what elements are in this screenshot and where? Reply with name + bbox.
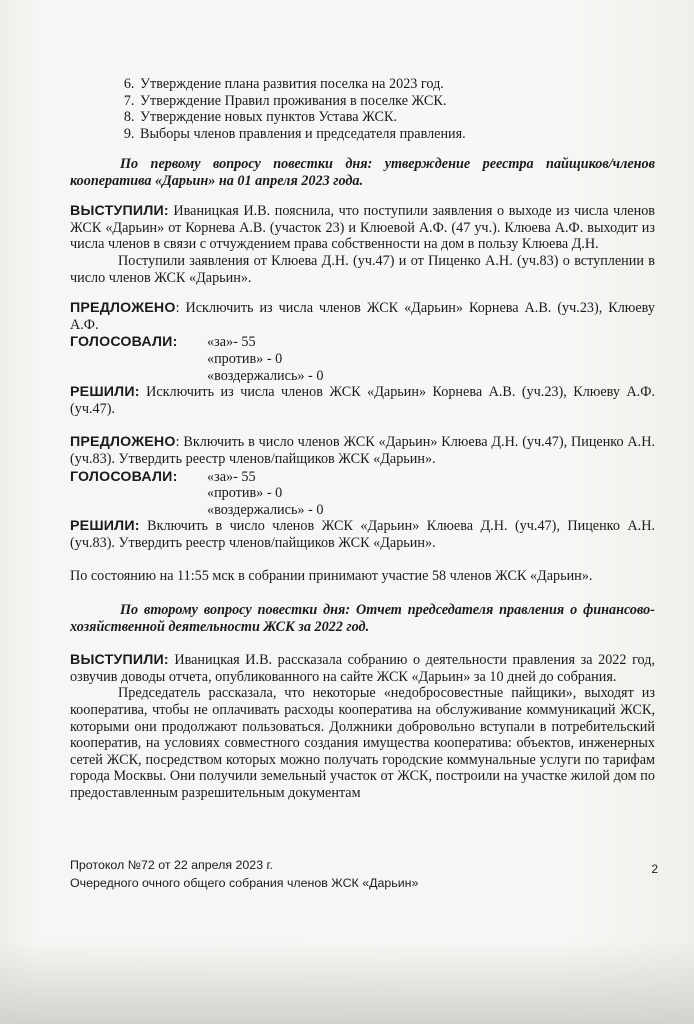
- spoke-text: Иваницкая И.В. рассказала собранию о деятельности правления за 2022 год, озвучив доводы отчета, опубликованного на сайте ЖСК «Дарьин» за 10 дней до собрания.: [70, 652, 655, 685]
- vote-against: «против» - 0: [207, 485, 283, 502]
- decided-text: Включить в число членов ЖСК «Дарьин» Клюева Д.Н. (уч.47), Пиценко А.Н. (уч.83). Утвердить реестр членов/пайщиков ЖСК «Дарьин».: [70, 518, 655, 551]
- q1-spoke-paragraph: [70, 203, 655, 253]
- page-footer: [70, 856, 655, 892]
- footer-protocol-line: Протокол №72 от 22 апреля 2023 г.: [70, 858, 273, 872]
- page-number: 2: [651, 862, 658, 876]
- spoke-label: ВЫСТУПИЛИ:: [70, 203, 169, 220]
- spoke-text: Иваницкая И.В. пояснила, что поступили заявления о выходе из числа членов ЖСК «Дарьин» от Корнева А.В. (участок 23) и Клюевой А.Ф. (47 уч.). Клюева А.Ф. выходит из числа членов в связи с отчуждением права собственности на дом в пользу Клюева Д.Н.: [70, 203, 655, 253]
- proposed-label: ПРЕДЛОЖЕНО: [70, 434, 176, 451]
- q2-spoke-paragraph: [70, 652, 655, 685]
- vote-results: [207, 469, 323, 519]
- vote-for: «за»- 55: [207, 468, 256, 485]
- q1-proposed-2: [70, 434, 655, 467]
- decided-label: РЕШИЛИ:: [70, 518, 140, 535]
- q2-body-paragraph: Председатель рассказала, что некоторые «недобросовестные пайщики», выходят из кооператива, чтобы не оплачивать расходы кооператива на обслуживание коммуникаций ЖСК, которыми они продолжают пользоваться. Должники добровольно вступали в потребительский кооператив, на условиях совместного создания имущества кооператива: объектов, инженерных сетей ЖСК, посредством которых можно получать городские коммунальные услуги по тарифам города Москвы. Они получили земельный участок от ЖСК, построили на участке жилой дом по предоставленным разрешительным документам: [70, 685, 655, 801]
- vote-for: «за»- 55: [207, 334, 256, 351]
- decided-label: РЕШИЛИ:: [70, 384, 140, 401]
- vote-abstain: «воздержались» - 0: [207, 367, 324, 384]
- spoke-label: ВЫСТУПИЛИ:: [70, 652, 169, 669]
- paper-shadow: [0, 940, 694, 1024]
- agenda-item: 9. Выборы членов правления и председателя правления.: [138, 126, 655, 143]
- agenda-item: 6. Утверждение плана развития поселка на 2023 год.: [138, 76, 655, 93]
- vote-against: «против» - 0: [207, 350, 283, 367]
- question-1-header: По первому вопросу повестки дня: утверждение реестра пайщиков/членов кооператива «Дарьин» на 01 апреля 2023 года.: [70, 156, 655, 189]
- document-body: [70, 76, 655, 802]
- agenda-item: 7. Утверждение Правил проживания в поселке ЖСК.: [138, 93, 655, 110]
- vote-block-1: [70, 334, 655, 384]
- vote-abstain: «воздержались» - 0: [207, 501, 324, 518]
- attendance-status: По состоянию на 11:55 мск в собрании принимают участие 58 членов ЖСК «Дарьин».: [70, 568, 593, 585]
- agenda-list: [70, 76, 655, 142]
- agenda-item: 8. Утверждение новых пунктов Устава ЖСК.: [138, 109, 655, 126]
- voted-label: ГОЛОСОВАЛИ:: [70, 334, 178, 351]
- proposed-text: : Включить в число членов ЖСК «Дарьин» Клюева Д.Н. (уч.47), Пиценко А.Н. (уч.83). Утвердить реестр членов/пайщиков ЖСК «Дарьин».: [70, 434, 655, 467]
- q1-spoke-paragraph-2: Поступили заявления от Клюева Д.Н. (уч.47) и от Пиценко А.Н. (уч.83) о вступлении в число членов ЖСК «Дарьин».: [70, 252, 655, 286]
- proposed-label: ПРЕДЛОЖЕНО: [70, 300, 176, 317]
- vote-block-2: [70, 469, 655, 519]
- decided-text: Исключить из числа членов ЖСК «Дарьин» Корнева А.В. (уч.23), Клюеву А.Ф. (уч.47).: [70, 384, 655, 417]
- q1-proposed-1: [70, 300, 655, 333]
- question-2-header: По второму вопросу повестки дня: Отчет председателя правления о финансово-хозяйственной деятельности ЖСК за 2022 год.: [70, 602, 655, 635]
- footer-meeting-line: Очередного очного общего собрания членов ЖСК «Дарьин»: [70, 876, 419, 890]
- vote-results: [207, 334, 323, 384]
- q1-decided-2: [70, 518, 655, 551]
- voted-label: ГОЛОСОВАЛИ:: [70, 468, 178, 485]
- proposed-text: : Исключить из числа членов ЖСК «Дарьин» Корнева А.В. (уч.23), Клюеву А.Ф.: [70, 300, 655, 333]
- q1-decided-1: [70, 384, 655, 417]
